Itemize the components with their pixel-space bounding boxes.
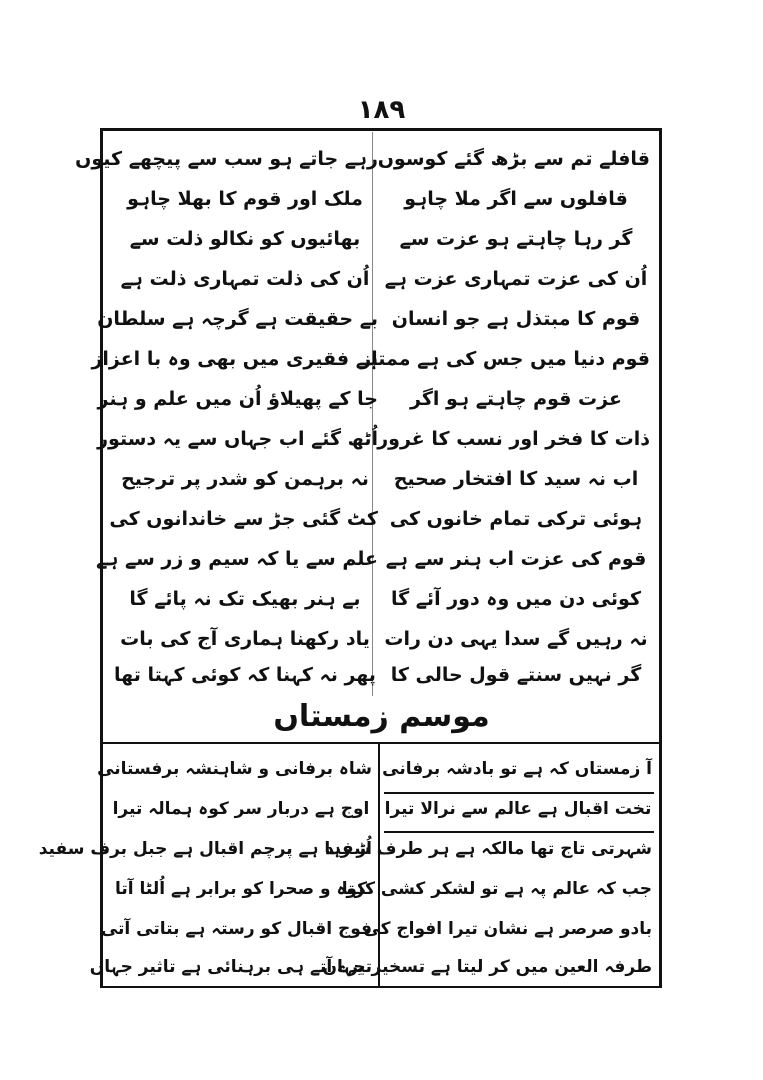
couplet — [38, 830, 658, 868]
hemistich-right: قوم کا مبتذل ہے جو انسان — [391, 308, 641, 330]
hemistich-right: قافلے تم سے بڑھ گئے کوسوں — [377, 148, 650, 170]
couplet — [104, 220, 658, 258]
couplet — [97, 420, 658, 458]
couplet — [104, 790, 658, 828]
hemistich-right: قوم کی عزت اب ہنر سے ہے — [385, 548, 647, 570]
couplet — [104, 460, 658, 498]
couplet — [97, 750, 658, 788]
hemistich-right: نہ رہیں گے سدا یہی دن رات — [384, 628, 648, 650]
page-number: ۱۸۹ — [357, 95, 406, 125]
couplet — [104, 260, 658, 298]
couplet — [75, 140, 658, 178]
hemistich-left: پھر نہ کہنا کہ کوئی کہتا تھا — [114, 664, 376, 686]
hemistich-left: اُٹھ گئے اب جہاں سے یہ دستور — [97, 428, 378, 450]
hemistich-right: طرفہ العین میں کر لیتا ہے تسخیر جہاں — [322, 957, 652, 977]
couplet — [97, 300, 658, 338]
hemistich-right: اُن کی عزت تمہاری عزت ہے — [384, 268, 648, 290]
couplet — [104, 180, 658, 218]
hemistich-left: اوج ہے دربار سر کوہ ہمالہ تیرا — [112, 799, 370, 819]
hemistich-left: شاہ برفانی و شاہنشہ برفستانی — [97, 759, 372, 779]
hemistich-right: ہوئی ترکی تمام خانوں کی — [389, 508, 643, 530]
hemistich-left: اُڑ رہا ہے پرچم اقبال ہے جبل برف سفید — [38, 839, 372, 859]
couplet — [104, 656, 658, 694]
couplet — [104, 870, 658, 908]
couplet — [89, 948, 658, 986]
hemistich-left: کوہ و صحرا کو برابر ہے اُلٹا آتا — [115, 879, 367, 899]
couplet — [104, 500, 658, 538]
couplet — [97, 380, 658, 418]
couplet — [104, 580, 658, 618]
couplet — [100, 910, 658, 948]
hemistich-left: اُن کی ذلت تمہاری ذلت ہے — [120, 268, 370, 290]
hemistich-left: یاد رکھنا ہماری آج کی بات — [120, 628, 370, 650]
hemistich-right: تخت اقبال ہے عالم سے نرالا تیرا — [384, 799, 652, 819]
hemistich-right: جب کہ عالم پہ ہے تو لشکر کشی کرتا — [341, 879, 652, 899]
hemistich-left: بے ہنر بھیک تک نہ پائے گا — [129, 588, 361, 610]
hemistich-right: گر رہا چاہتے ہو عزت سے — [399, 228, 633, 250]
couplet — [91, 340, 658, 378]
bottom-rule — [100, 986, 662, 988]
hemistich-right: شہرتی تاج تھا مالکہ ہے ہر طرف سفید — [325, 839, 652, 859]
hemistich-left: علم سے یا کہ سیم و زر سے ہے — [96, 548, 378, 570]
hemistich-left: تیرے آتے ہی برہنائی ہے تاثیر جہاں — [89, 957, 372, 977]
hemistich-left: نہ برہمن کو شدر پر ترجیح — [121, 468, 369, 490]
hemistich-left: فوج اقبال کو رستہ ہے بتاتی آتی — [100, 919, 372, 939]
hemistich-right: آ زمستاں کہ ہے تو بادشہ برفانی — [382, 759, 652, 779]
hemistich-left: ہے فقیری میں بھی وہ با اعزاز — [91, 348, 378, 370]
hemistich-right: گر نہیں سنتے قول حالی کا — [390, 664, 642, 686]
hemistich-left: ملک اور قوم کا بھلا چاہو — [127, 188, 363, 210]
hemistich-left: رہے جاتے ہو سب سے پیچھے کیوں — [75, 148, 378, 170]
hemistich-right: قافلوں سے اگر ملا چاہو — [404, 188, 628, 210]
hemistich-left: بے حقیقت ہے گرچہ ہے سلطان — [97, 308, 378, 330]
hemistich-right: اب نہ سید کا افتخار صحیح — [393, 468, 639, 490]
hemistich-right: کوئی دن میں وہ دور آئے گا — [391, 588, 641, 610]
couplet — [104, 620, 658, 658]
hemistich-right: عزت قوم چاہتے ہو اگر — [410, 388, 622, 410]
hemistich-left: بھائیوں کو نکالو ذلت سے — [129, 228, 361, 250]
hemistich-right: قوم دنیا میں جس کی ہے ممتاز — [360, 348, 650, 370]
section-rule — [100, 742, 662, 744]
hemistich-right: بادو صرصر ہے نشان تیرا افواج کی — [363, 919, 652, 939]
couplet — [96, 540, 658, 578]
hemistich-left: جا کے پھیلاؤ اُن میں علم و ہنر — [97, 388, 378, 410]
hemistich-right: ذات کا فخر اور نسب کا غرور — [377, 428, 650, 450]
hemistich-left: کٹ گئی جڑ سے خاندانوں کی — [109, 508, 378, 530]
section-heading: موسم زمستاں — [273, 699, 490, 734]
